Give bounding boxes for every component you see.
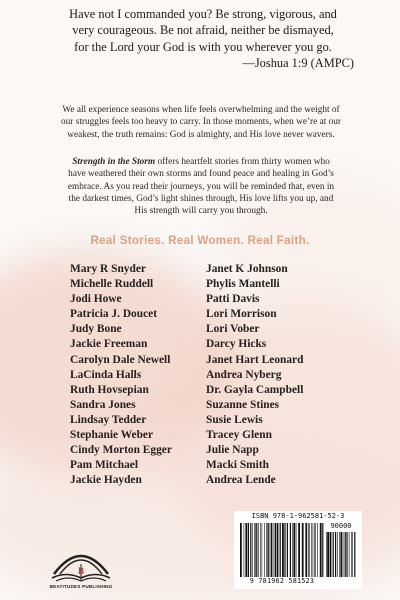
price-code: 90000: [330, 522, 352, 530]
book-title: Strength in the Storm: [72, 157, 156, 167]
price-barcode-bars-icon: [326, 532, 356, 577]
contributor-name: Macki Smith: [206, 459, 269, 472]
description-paragraph: [34, 156, 368, 217]
paragraph-line: embrace. As you read their journeys, you will be reminded that, even in: [67, 181, 335, 192]
contributor-name: Lindsay Tedder: [70, 413, 147, 426]
contributor-name: Suzanne Stines: [206, 398, 280, 411]
verse-line: for the Lord your God is with you wherever you go.: [74, 39, 332, 54]
contributor-name: Patti Davis: [206, 293, 260, 306]
contributor-name: Michelle Ruddell: [70, 278, 154, 291]
contributor-name: Ruth Hovsepian: [70, 383, 149, 396]
contributor-name: Stephanie Weber: [70, 429, 154, 442]
verse-line: very courageous. Be not afraid, neither be dismayed,: [72, 23, 334, 38]
paragraph-line: weakest, the truth remains: God is almighty, and His love never wavers.: [67, 129, 335, 140]
contributor-name: Andrea Lende: [206, 474, 276, 487]
contributor-name: Julie Napp: [206, 444, 259, 457]
paragraph-line: We all experience seasons when life feels overwhelming and the weight of: [62, 105, 340, 115]
ean-digits: 9 781962 581523: [249, 577, 315, 585]
contributor-name: Patricia J. Doucet: [70, 308, 157, 321]
paragraph-line: His strength will carry you through.: [134, 206, 268, 217]
contributor-name: Phylis Mantelli: [206, 278, 280, 291]
contributor-name: Pam Mitchael: [70, 459, 139, 472]
logo-letter: B: [77, 566, 85, 576]
contributor-name: Janet Hart Leonard: [206, 353, 304, 366]
contributor-name: Dr. Gayla Campbell: [206, 383, 304, 396]
paragraph-text: offers heartfelt stories from thirty women who: [155, 157, 330, 167]
contributor-name: Darcy Hicks: [206, 338, 267, 351]
scripture-quote: [30, 6, 376, 72]
contributor-name: LaCinda Halls: [70, 368, 142, 381]
contributor-name: Janet K Johnson: [206, 263, 288, 275]
contributor-name: Carolyn Dale Newell: [70, 353, 171, 366]
contributors-list-right: [206, 262, 303, 488]
contributor-name: Susie Lewis: [206, 413, 263, 426]
contributor-name: Mary R Snyder: [70, 263, 146, 275]
contributor-name: Cindy Morton Egger: [70, 444, 172, 457]
paragraph-line: have weathered their own storms and found peace and healing in God’s: [68, 169, 334, 180]
intro-paragraph: [34, 104, 368, 141]
paragraph-line: our struggles feels too heavy to carry. In those moments, when we’re at our: [60, 117, 342, 128]
publisher-name: BEATITUDES PUBLISHING: [49, 584, 113, 589]
verse-line: Have not I commanded you? Be strong, vigorous, and: [69, 7, 337, 21]
isbn-barcode: [234, 511, 362, 589]
publisher-logo: [26, 540, 136, 594]
contributor-name: Lori Morrison: [206, 308, 277, 321]
paragraph-line: [34, 156, 368, 168]
contributor-name: Judy Bone: [70, 323, 122, 336]
verse-reference: —Joshua 1:9 (AMPC): [242, 56, 354, 71]
contributors-list-left: [70, 262, 172, 488]
contributor-name: Tracey Glenn: [206, 429, 272, 442]
contributor-name: Jackie Hayden: [70, 474, 142, 487]
paragraph-line: the darkest times, God’s light shines through, His love lifts you up, and: [68, 193, 334, 204]
contributor-name: Andrea Nyberg: [206, 368, 282, 381]
isbn-label: ISBN 978-1-962581-52-3: [251, 512, 345, 520]
tagline: Real Stories. Real Women. Real Faith.: [90, 234, 310, 247]
contributor-name: Jodi Howe: [70, 293, 122, 306]
contributor-name: Jackie Freeman: [70, 338, 148, 351]
contributor-name: Lori Vober: [206, 323, 260, 336]
open-book-arch-icon: [48, 540, 114, 584]
contributor-name: Sandra Jones: [70, 398, 136, 411]
barcode-bars-icon: [240, 523, 324, 577]
